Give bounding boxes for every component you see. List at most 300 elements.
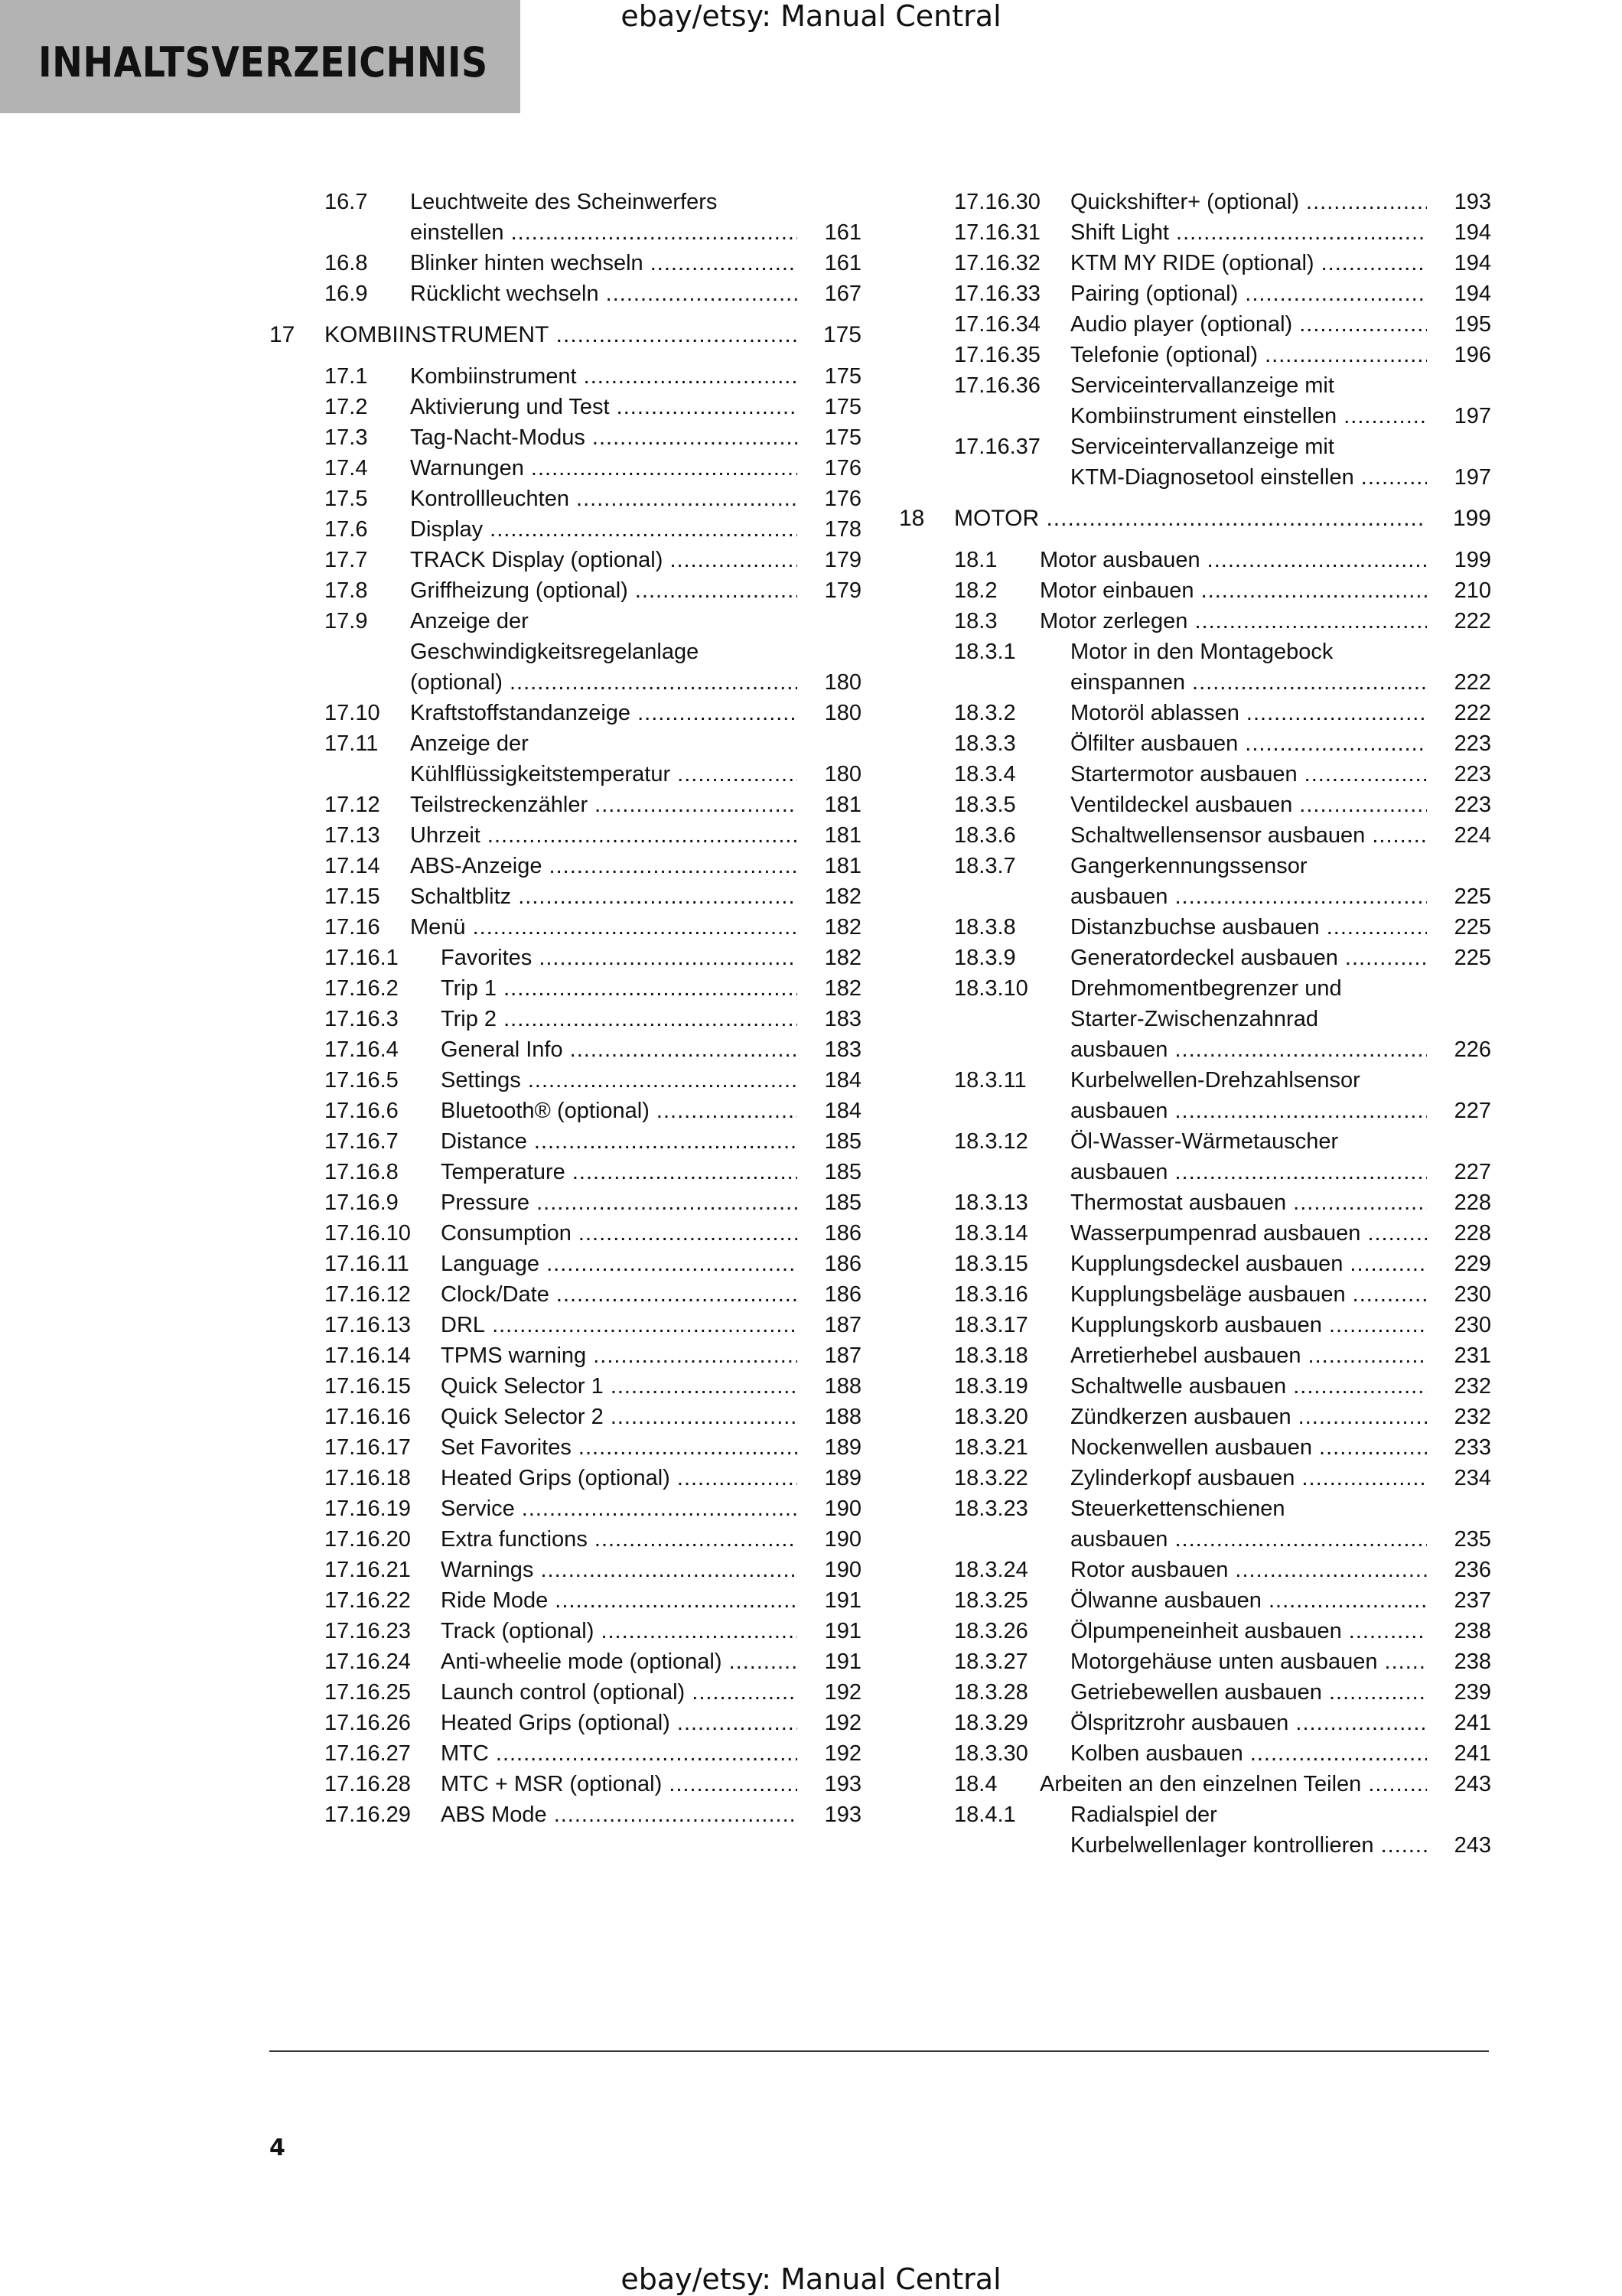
- dot-leader: [1070, 1646, 1427, 1677]
- toc-entry[interactable]: [269, 514, 861, 545]
- toc-entry-page: 237: [1454, 1588, 1491, 1613]
- dot-leader: [1040, 606, 1427, 637]
- dot-leader: [410, 514, 797, 545]
- toc-entry-title: Tag-Nacht-Modus: [410, 425, 585, 450]
- toc-entry-page: 241: [1454, 1711, 1491, 1735]
- toc-entry-page: 222: [1454, 670, 1491, 695]
- dot-leader: [441, 1096, 797, 1126]
- toc-entry-title: Kombiinstrument: [410, 364, 577, 389]
- toc-entry-title: Trip 1: [441, 976, 497, 1001]
- toc-entry[interactable]: [899, 1126, 1491, 1187]
- toc-entry[interactable]: [269, 1034, 861, 1065]
- toc-entry-title: ausbauen: [1070, 1527, 1168, 1552]
- toc-entry-number: 18.3.29: [954, 1711, 1028, 1735]
- dot-leader: [1070, 728, 1427, 759]
- toc-entry-number: 17.16.29: [324, 1803, 411, 1827]
- toc-entry[interactable]: [899, 1218, 1491, 1249]
- toc-entry-number: 18.3.24: [954, 1558, 1028, 1582]
- toc-entry-page: 241: [1454, 1741, 1491, 1766]
- dot-leader: [1070, 912, 1427, 943]
- toc-entry[interactable]: [269, 1432, 861, 1463]
- toc-entry-title: Track (optional): [441, 1619, 594, 1643]
- dot-leader: [410, 698, 797, 728]
- toc-entry-number: 18.3.2: [954, 701, 1016, 725]
- toc-entry-title: Anzeige der: [410, 731, 529, 756]
- toc-entry-title: Language: [441, 1252, 540, 1276]
- toc-entry[interactable]: [899, 1799, 1491, 1861]
- toc-entry-title: Kontrollleuchten: [410, 487, 569, 511]
- toc-entry[interactable]: [899, 1677, 1491, 1708]
- toc-entry-page: 185: [824, 1129, 861, 1154]
- toc-entry[interactable]: [899, 698, 1491, 728]
- toc-entry-title: Launch control (optional): [441, 1680, 686, 1705]
- toc-entry-number: 17.4: [324, 456, 368, 480]
- toc-entry-title: Warnings: [441, 1558, 534, 1582]
- toc-entry-title: Teilstreckenzähler: [410, 793, 588, 817]
- toc-entry[interactable]: [269, 1371, 861, 1402]
- toc-entry-page: 238: [1454, 1650, 1491, 1674]
- toc-entry-number: 17.16.23: [324, 1619, 411, 1643]
- toc-entry[interactable]: [269, 545, 861, 575]
- toc-entry[interactable]: [269, 1738, 861, 1769]
- toc-entry-title: Motor einbauen: [1040, 578, 1194, 603]
- toc-entry[interactable]: [899, 1249, 1491, 1279]
- toc-entry[interactable]: [899, 370, 1491, 432]
- toc-entry-page: 161: [824, 251, 861, 275]
- toc-column-left: [269, 187, 861, 1830]
- toc-entry-title: DRL: [441, 1313, 486, 1337]
- toc-entry-page: 197: [1454, 465, 1491, 490]
- toc-entry[interactable]: [899, 790, 1491, 820]
- dot-leader: [1070, 1585, 1427, 1616]
- dot-leader: [410, 361, 797, 392]
- toc-entry[interactable]: [269, 820, 861, 851]
- toc-entry-title: Kupplungsdeckel ausbauen: [1070, 1252, 1344, 1276]
- toc-entry-title: Ölspritzrohr ausbauen: [1070, 1711, 1289, 1735]
- toc-entry[interactable]: [899, 637, 1491, 698]
- toc-entry-title: ausbauen: [1070, 1037, 1168, 1062]
- toc-entry[interactable]: [899, 545, 1491, 575]
- toc-entry-title: Gangerkennungssensor: [1070, 854, 1308, 878]
- dot-leader: [1040, 1769, 1427, 1799]
- toc-entry-page: 167: [824, 282, 861, 306]
- toc-entry-page: 243: [1454, 1833, 1491, 1858]
- dot-leader: [410, 790, 797, 820]
- toc-entry-page: 223: [1454, 731, 1491, 756]
- toc-entry-page: 191: [824, 1619, 861, 1643]
- toc-entry-number: 18.3.17: [954, 1313, 1028, 1337]
- toc-entry-title: ausbauen: [1070, 884, 1168, 909]
- toc-entry[interactable]: [269, 575, 861, 606]
- toc-entry-page: 182: [824, 946, 861, 970]
- toc-entry[interactable]: [899, 1463, 1491, 1493]
- toc-chapter-entry[interactable]: [269, 320, 861, 350]
- toc-entry-page: 161: [824, 220, 861, 245]
- dot-leader: [1070, 1524, 1427, 1555]
- toc-entry[interactable]: [269, 248, 861, 278]
- dot-leader: [1070, 667, 1427, 698]
- toc-entry-title: Nockenwellen ausbauen: [1070, 1435, 1312, 1460]
- toc-entry[interactable]: [269, 278, 861, 309]
- toc-entry-title: Heated Grips (optional): [441, 1466, 670, 1490]
- toc-entry-page: 192: [824, 1680, 861, 1705]
- toc-entry[interactable]: [269, 1524, 861, 1555]
- toc-entry[interactable]: [899, 309, 1491, 340]
- toc-entry-title: Ride Mode: [441, 1588, 549, 1613]
- toc-entry-number: 17.16.28: [324, 1772, 411, 1796]
- toc-entry-number: 18.3.15: [954, 1252, 1028, 1276]
- toc-entry[interactable]: [899, 1708, 1491, 1738]
- toc-entry[interactable]: [269, 1249, 861, 1279]
- toc-entry[interactable]: [269, 881, 861, 912]
- toc-entry-title: Clock/Date: [441, 1282, 549, 1307]
- dot-leader: [410, 851, 797, 881]
- toc-entry-number: 18.3.9: [954, 946, 1016, 970]
- toc-entry-number: 17.16.1: [324, 946, 399, 970]
- toc-entry[interactable]: [899, 432, 1491, 493]
- header-banner: [0, 0, 520, 113]
- toc-entry-title: Pairing (optional): [1070, 282, 1239, 306]
- toc-entry-number: 16.7: [324, 190, 368, 214]
- toc-entry-title: Motor ausbauen: [1040, 548, 1200, 572]
- toc-entry-title: Leuchtweite des Scheinwerfers: [410, 190, 718, 214]
- toc-entry[interactable]: [269, 1065, 861, 1096]
- toc-entry[interactable]: [269, 943, 861, 973]
- toc-entry-page: 239: [1454, 1680, 1491, 1705]
- dot-leader: [1070, 217, 1427, 248]
- toc-entry[interactable]: [899, 248, 1491, 278]
- toc-entry[interactable]: [899, 575, 1491, 606]
- toc-entry-title: Shift Light: [1070, 220, 1169, 245]
- toc-entry-title: Extra functions: [441, 1527, 588, 1552]
- toc-entry[interactable]: [899, 1310, 1491, 1340]
- dot-leader: [441, 973, 797, 1004]
- toc-entry-title: Motoröl ablassen: [1070, 701, 1239, 725]
- toc-entry-page: 190: [824, 1527, 861, 1552]
- toc-entry-number: 17.16.3: [324, 1007, 399, 1031]
- toc-entry[interactable]: [269, 1187, 861, 1218]
- toc-entry-number: 18.3.20: [954, 1405, 1028, 1429]
- dot-leader: [441, 1585, 797, 1616]
- toc-entry[interactable]: [269, 1310, 861, 1340]
- toc-entry-page: 182: [824, 884, 861, 909]
- toc-entry-page: 175: [824, 425, 861, 450]
- toc-entry-title: Starter-Zwischenzahnrad: [1070, 1007, 1318, 1031]
- toc-entry-number: 17.16.30: [954, 190, 1041, 214]
- toc-entry-page: 225: [1454, 946, 1491, 970]
- toc-entry[interactable]: [269, 1585, 861, 1616]
- toc-entry-number: 17.13: [324, 823, 380, 848]
- toc-entry[interactable]: [899, 728, 1491, 759]
- toc-entry-title: Kupplungskorb ausbauen: [1070, 1313, 1322, 1337]
- dot-leader: [441, 1432, 797, 1463]
- toc-entry-number: 17.6: [324, 517, 368, 542]
- toc-entry-title: Serviceintervallanzeige mit: [1070, 373, 1334, 398]
- toc-entry[interactable]: [899, 1585, 1491, 1616]
- toc-entry[interactable]: [899, 1646, 1491, 1677]
- dot-leader: [441, 1310, 797, 1340]
- toc-entry[interactable]: [269, 790, 861, 820]
- toc-entry[interactable]: [269, 973, 861, 1004]
- dot-leader: [410, 881, 797, 912]
- toc-entry-page: 194: [1454, 282, 1491, 306]
- toc-entry[interactable]: [899, 943, 1491, 973]
- toc-entry[interactable]: [269, 1646, 861, 1677]
- toc-entry[interactable]: [269, 1340, 861, 1371]
- dot-leader: [441, 1646, 797, 1677]
- toc-entry[interactable]: [269, 1402, 861, 1432]
- toc-entry-title: Anzeige der: [410, 609, 529, 633]
- dot-leader: [441, 1218, 797, 1249]
- dot-leader: [1070, 1279, 1427, 1310]
- toc-entry[interactable]: [899, 1402, 1491, 1432]
- toc-entry[interactable]: [269, 1555, 861, 1585]
- toc-entry[interactable]: [269, 422, 861, 453]
- toc-entry[interactable]: [899, 217, 1491, 248]
- dot-leader: [441, 1769, 797, 1799]
- dot-leader: [1070, 401, 1427, 432]
- toc-entry[interactable]: [269, 1279, 861, 1310]
- dot-leader: [441, 1340, 797, 1371]
- toc-entry-title: Radialspiel der: [1070, 1803, 1217, 1827]
- toc-entry-page: 188: [824, 1374, 861, 1399]
- toc-entry-number: 17.1: [324, 364, 368, 389]
- toc-entry-title: Getriebewellen ausbauen: [1070, 1680, 1322, 1705]
- dot-leader: [1070, 1402, 1427, 1432]
- toc-entry-title: Display: [410, 517, 484, 542]
- dot-leader: [410, 545, 797, 575]
- toc-entry-page: 176: [824, 456, 861, 480]
- toc-entry[interactable]: [899, 1371, 1491, 1402]
- toc-entry-title: Motorgehäuse unten ausbauen: [1070, 1650, 1378, 1674]
- dot-leader: [441, 1157, 797, 1187]
- toc-entry-number: 18.3.28: [954, 1680, 1028, 1705]
- dot-leader: [441, 1004, 797, 1034]
- toc-entry-title: Set Favorites: [441, 1435, 572, 1460]
- toc-entry-number: 18.3.16: [954, 1282, 1028, 1307]
- toc-entry-title: Drehmomentbegrenzer und: [1070, 976, 1342, 1001]
- toc-entry-page: 222: [1454, 701, 1491, 725]
- toc-entry[interactable]: [269, 698, 861, 728]
- toc-entry-page: 230: [1454, 1282, 1491, 1307]
- toc-entry-title: (optional): [410, 670, 503, 695]
- toc-entry-number: 18.3.21: [954, 1435, 1028, 1460]
- toc-entry-title: Ölfilter ausbauen: [1070, 731, 1239, 756]
- toc-entry[interactable]: [899, 973, 1491, 1065]
- dot-leader: [1070, 1310, 1427, 1340]
- toc-entry-number: 17.16.27: [324, 1741, 411, 1766]
- toc-entry-number: 18.3.8: [954, 915, 1016, 940]
- dot-leader: [1070, 278, 1427, 309]
- dot-leader: [441, 1738, 797, 1769]
- toc-entry-number: 17.16.19: [324, 1496, 411, 1521]
- toc-entry-number: 18.3.19: [954, 1374, 1028, 1399]
- toc-entry[interactable]: [899, 759, 1491, 790]
- toc-entry[interactable]: [269, 1677, 861, 1708]
- dot-leader: [441, 1065, 797, 1096]
- toc-entry-title: KTM MY RIDE (optional): [1070, 251, 1314, 275]
- toc-entry-title: Telefonie (optional): [1070, 343, 1259, 367]
- dot-leader: [1070, 1830, 1427, 1861]
- toc-entry-page: 236: [1454, 1558, 1491, 1582]
- toc-entry-page: 228: [1454, 1221, 1491, 1246]
- toc-entry-number: 18.4: [954, 1772, 998, 1796]
- toc-entry-page: 228: [1454, 1190, 1491, 1215]
- toc-entry-page: 189: [824, 1435, 861, 1460]
- toc-entry-page: 192: [824, 1741, 861, 1766]
- toc-entry-number: 17.16.21: [324, 1558, 411, 1582]
- toc-entry[interactable]: [269, 1769, 861, 1799]
- toc-entry-page: 183: [824, 1037, 861, 1062]
- toc-entry[interactable]: [899, 1555, 1491, 1585]
- toc-column-right: [899, 187, 1491, 1861]
- toc-entry[interactable]: [269, 1799, 861, 1830]
- toc-chapter-entry[interactable]: [899, 503, 1491, 534]
- toc-entry-number: 18.3.14: [954, 1221, 1028, 1246]
- toc-entry-number: 18.3.3: [954, 731, 1016, 756]
- dot-leader: [441, 1249, 797, 1279]
- toc-entry[interactable]: [899, 912, 1491, 943]
- footer-divider: [269, 2050, 1489, 2052]
- dot-leader: [410, 575, 797, 606]
- dot-leader: [1070, 309, 1427, 340]
- toc-entry-title: Bluetooth® (optional): [441, 1099, 650, 1123]
- toc-entry[interactable]: [269, 187, 861, 248]
- toc-entry-title: Geschwindigkeitsregelanlage: [410, 640, 699, 664]
- dot-leader: [441, 1555, 797, 1585]
- toc-entry-title: Kurbelwellenlager kontrollieren: [1070, 1833, 1374, 1858]
- toc-entry[interactable]: [899, 1738, 1491, 1769]
- toc-entry-number: 18.3.11: [954, 1068, 1027, 1093]
- dot-leader: [1040, 545, 1427, 575]
- toc-entry-title: Steuerkettenschienen: [1070, 1496, 1285, 1521]
- toc-entry-number: 17.16.20: [324, 1527, 411, 1552]
- dot-leader: [441, 1034, 797, 1065]
- toc-entry[interactable]: [269, 1616, 861, 1646]
- toc-entry[interactable]: [269, 1096, 861, 1126]
- toc-entry-number: 17.16.22: [324, 1588, 411, 1613]
- toc-entry[interactable]: [269, 484, 861, 514]
- toc-entry[interactable]: [269, 1708, 861, 1738]
- toc-entry-title: Serviceintervallanzeige mit: [1070, 435, 1334, 459]
- toc-entry-number: 17.16: [324, 915, 380, 940]
- toc-entry-number: 17.16.10: [324, 1221, 411, 1246]
- toc-entry-title: Warnungen: [410, 456, 524, 480]
- toc-entry-number: 18.3.30: [954, 1741, 1028, 1766]
- toc-entry-number: 17.16.18: [324, 1466, 411, 1490]
- toc-entry[interactable]: [899, 187, 1491, 217]
- toc-entry[interactable]: [899, 606, 1491, 637]
- toc-entry[interactable]: [269, 851, 861, 881]
- toc-entry-title: MTC: [441, 1741, 489, 1766]
- toc-entry[interactable]: [269, 1004, 861, 1034]
- toc-entry-title: Motor zerlegen: [1040, 609, 1188, 633]
- toc-entry[interactable]: [899, 1493, 1491, 1555]
- toc-entry[interactable]: [269, 1218, 861, 1249]
- toc-entry[interactable]: [269, 1157, 861, 1187]
- toc-entry[interactable]: [899, 278, 1491, 309]
- toc-entry-number: 17.11: [324, 731, 379, 756]
- toc-entry[interactable]: [899, 1616, 1491, 1646]
- toc-entry-page: 186: [824, 1282, 861, 1307]
- toc-entry-number: 17.16.9: [324, 1190, 399, 1215]
- toc-entry[interactable]: [269, 912, 861, 943]
- toc-entry[interactable]: [269, 361, 861, 392]
- dot-leader: [1070, 1249, 1427, 1279]
- dot-leader: [1070, 1340, 1427, 1371]
- toc-entry-title: ausbauen: [1070, 1160, 1168, 1184]
- toc-entry-title: Generatordeckel ausbauen: [1070, 946, 1338, 970]
- dot-leader: [1070, 340, 1427, 370]
- dot-leader: [1070, 943, 1427, 973]
- toc-entry-title: Blinker hinten wechseln: [410, 251, 643, 275]
- toc-entry[interactable]: [899, 340, 1491, 370]
- toc-entry-page: 227: [1454, 1099, 1491, 1123]
- toc-entry[interactable]: [269, 1493, 861, 1524]
- toc-entry-page: 181: [824, 854, 861, 878]
- dot-leader: [441, 1126, 797, 1157]
- toc-entry-number: 18.3.25: [954, 1588, 1028, 1613]
- dot-leader: [410, 484, 797, 514]
- toc-entry[interactable]: [899, 1340, 1491, 1371]
- toc-entry[interactable]: [899, 851, 1491, 912]
- toc-entry[interactable]: [269, 392, 861, 422]
- toc-entry-number: 17.3: [324, 425, 368, 450]
- toc-entry-title: Kombiinstrument einstellen: [1070, 404, 1337, 428]
- toc-entry[interactable]: [899, 1432, 1491, 1463]
- toc-entry-number: 17.14: [324, 854, 380, 878]
- toc-entry-number: 17.16.6: [324, 1099, 399, 1123]
- toc-entry-page: 180: [824, 670, 861, 695]
- toc-entry-page: 179: [824, 548, 861, 572]
- toc-entry[interactable]: [899, 1065, 1491, 1126]
- toc-entry-page: 191: [824, 1650, 861, 1674]
- dot-leader: [1070, 1034, 1427, 1065]
- toc-entry[interactable]: [899, 1187, 1491, 1218]
- toc-entry-page: 232: [1454, 1405, 1491, 1429]
- toc-entry[interactable]: [269, 1126, 861, 1157]
- toc-entry[interactable]: [269, 453, 861, 484]
- toc-entry[interactable]: [899, 1279, 1491, 1310]
- toc-entry[interactable]: [269, 1463, 861, 1493]
- toc-entry-title: Schaltwelle ausbauen: [1070, 1374, 1287, 1399]
- toc-entry[interactable]: [269, 728, 861, 790]
- toc-entry-title: Wasserpumpenrad ausbauen: [1070, 1221, 1361, 1246]
- toc-entry-number: 17.16.13: [324, 1313, 411, 1337]
- toc-entry-number: 17.16.32: [954, 251, 1041, 275]
- toc-entry-page: 234: [1454, 1466, 1491, 1490]
- toc-entry-title: Kühlflüssigkeitstemperatur: [410, 762, 671, 787]
- dot-leader: [1070, 462, 1427, 493]
- toc-entry-page: 183: [824, 1007, 861, 1031]
- toc-entry-page: 192: [824, 1711, 861, 1735]
- dot-leader: [410, 248, 797, 278]
- toc-entry-page: 196: [1454, 343, 1491, 367]
- page-number: 4: [269, 2135, 285, 2161]
- toc-entry-number: 17.16.4: [324, 1037, 399, 1062]
- toc-entry[interactable]: [899, 820, 1491, 851]
- toc-entry-number: 18.3.22: [954, 1466, 1028, 1490]
- dot-leader: [410, 392, 797, 422]
- toc-entry-title: TRACK Display (optional): [410, 548, 663, 572]
- toc-entry[interactable]: [899, 1769, 1491, 1799]
- toc-entry-title: KTM-Diagnosetool einstellen: [1070, 465, 1354, 490]
- toc-entry-number: 17.7: [324, 548, 368, 572]
- toc-entry-number: 17.5: [324, 487, 368, 511]
- toc-entry[interactable]: [269, 606, 861, 698]
- dot-leader: [441, 1493, 797, 1524]
- toc-entry-number: 18.3.27: [954, 1650, 1028, 1674]
